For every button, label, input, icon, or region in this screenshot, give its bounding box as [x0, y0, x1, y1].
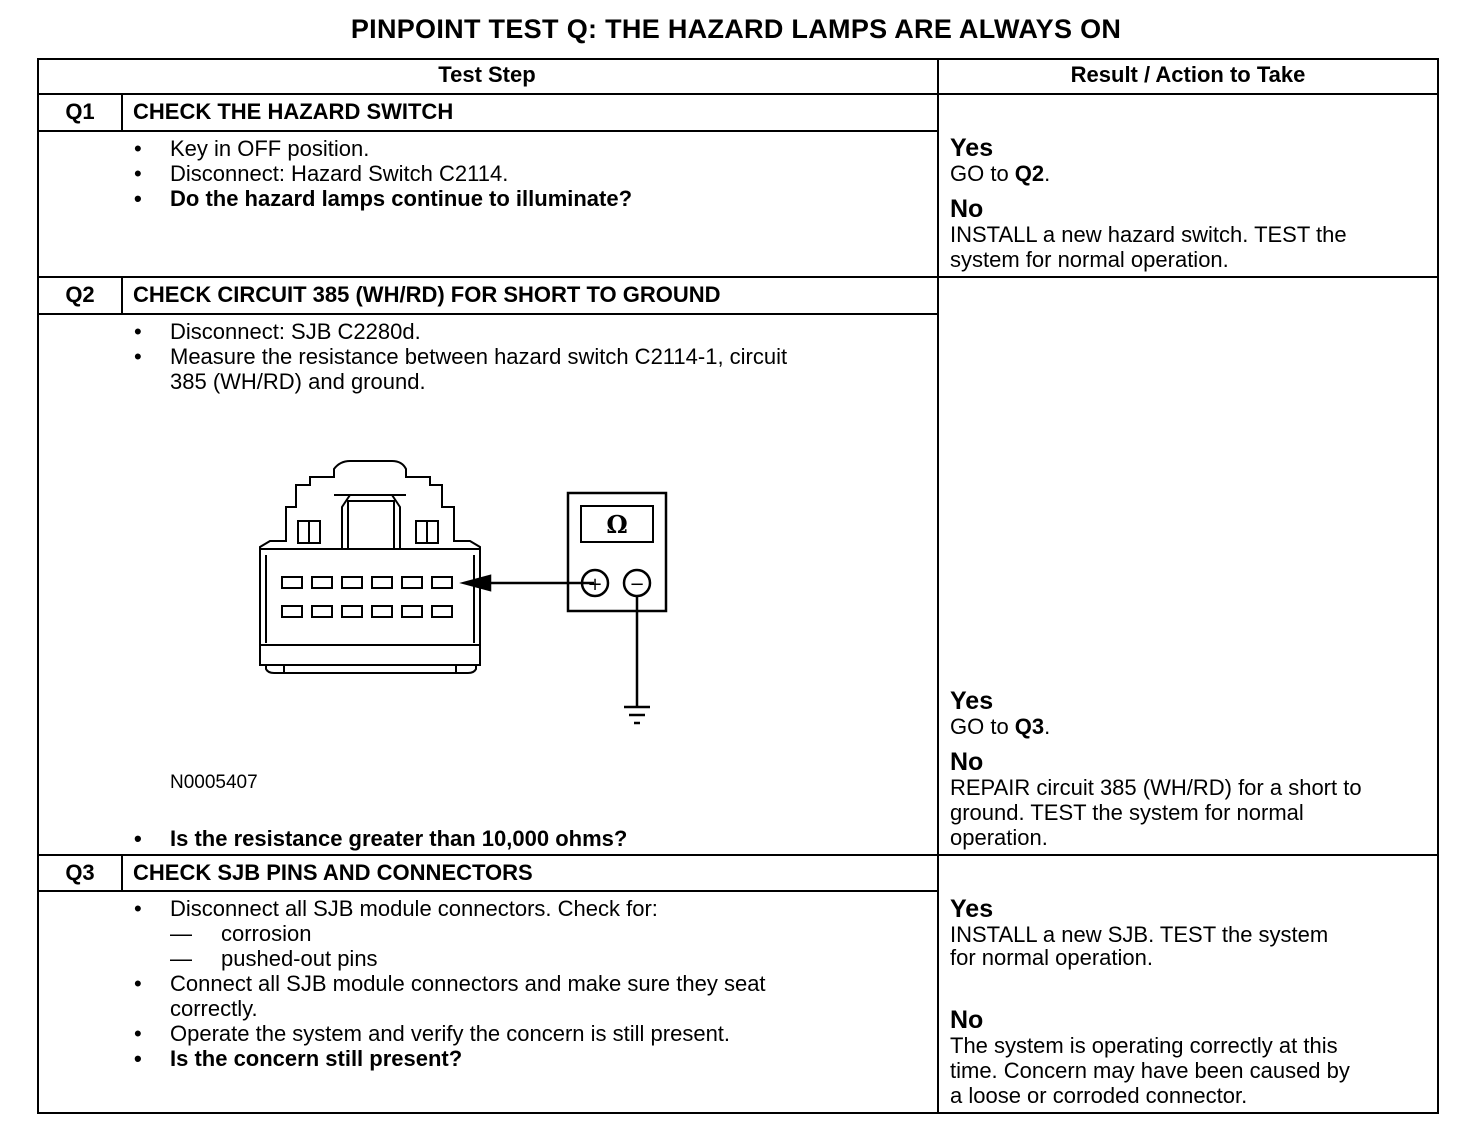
- q1-step-2: Disconnect: Hazard Switch C2114.: [170, 161, 509, 186]
- q3-id: Q3: [65, 860, 95, 885]
- q3-bullet-1: •: [134, 896, 142, 921]
- q1-yes-ref: Q2: [1014, 161, 1045, 186]
- connector-diagram: [250, 455, 690, 735]
- connector-body: [260, 461, 480, 665]
- table-border-right: [1437, 58, 1439, 1114]
- q2-no-label: No: [950, 748, 984, 776]
- q2-id-divider: [121, 276, 123, 315]
- figure-id: N0005407: [170, 772, 258, 793]
- q2-yes-pre: GO to: [950, 714, 1015, 739]
- q1-yes-label: Yes: [950, 134, 994, 162]
- q3-dash-1: —: [170, 921, 192, 946]
- header-test-step: Test Step: [438, 62, 536, 87]
- q2-yes-text: [950, 714, 1050, 739]
- q2-bullet-3: •: [134, 826, 142, 851]
- probe-lead: [464, 576, 594, 590]
- q3-sub-1: corrosion: [221, 921, 312, 946]
- q2-end-rule: [37, 854, 1439, 856]
- q2-no-line-2: ground. TEST the system for normal: [950, 800, 1304, 825]
- q1-heading-rule: [37, 130, 939, 132]
- q1-yes-pre: GO to: [950, 161, 1015, 186]
- q2-heading: CHECK CIRCUIT 385 (WH/RD) FOR SHORT TO GROUND: [133, 282, 721, 307]
- ohm-symbol: Ω: [606, 510, 628, 539]
- q1-no-line-2: system for normal operation.: [950, 247, 1229, 272]
- header-rule: [37, 93, 1439, 95]
- q1-end-rule: [37, 276, 1439, 278]
- q3-step-1: Disconnect all SJB module connectors. Check for:: [170, 896, 658, 921]
- q2-yes-post: .: [1044, 714, 1051, 739]
- q1-bullet-3: •: [134, 186, 142, 211]
- q3-id-divider: [121, 854, 123, 892]
- q3-step-2-cont: correctly.: [170, 996, 258, 1021]
- q2-question: Is the resistance greater than 10,000 ohms?: [170, 826, 628, 851]
- q3-yes-line-2: for normal operation.: [950, 945, 1153, 970]
- q2-no-line-1: REPAIR circuit 385 (WH/RD) for a short to: [950, 775, 1362, 800]
- q1-yes-post: .: [1044, 161, 1051, 186]
- q2-heading-rule: [37, 313, 939, 315]
- q1-no-line-1: INSTALL a new hazard switch. TEST the: [950, 222, 1347, 247]
- title-part2: Q: THE HAZARD LAMPS ARE ALWAYS ON: [566, 14, 1122, 44]
- column-divider: [937, 58, 939, 1114]
- q3-dash-2: —: [170, 946, 192, 971]
- title-part1: PINPOINT TEST: [350, 14, 559, 44]
- table-border-bottom: [37, 1112, 1439, 1114]
- q1-step-3: Do the hazard lamps continue to illuminate?: [170, 186, 633, 211]
- q3-bullet-4: •: [134, 1046, 142, 1071]
- q3-no-line-2: time. Concern may have been caused by: [950, 1058, 1350, 1083]
- q3-yes-label: Yes: [950, 895, 994, 923]
- header-result: Result / Action to Take: [1070, 62, 1306, 87]
- q3-yes-line-1: INSTALL a new SJB. TEST the system: [950, 922, 1329, 947]
- q2-bullet-1: •: [134, 319, 142, 344]
- q2-id: Q2: [65, 282, 95, 307]
- pin-rows: [282, 577, 452, 617]
- q2-yes-label: Yes: [950, 687, 994, 715]
- q2-bullet-2: •: [134, 344, 142, 369]
- q1-yes-text: [950, 161, 1050, 186]
- q1-no-label: No: [950, 195, 984, 223]
- q1-step-1: Key in OFF position.: [170, 136, 370, 161]
- q3-step-3: Operate the system and verify the concern is still present.: [170, 1021, 731, 1046]
- q3-no-line-1: The system is operating correctly at this: [950, 1033, 1338, 1058]
- q3-heading: CHECK SJB PINS AND CONNECTORS: [133, 860, 533, 885]
- q3-step-4: Is the concern still present?: [170, 1046, 463, 1071]
- plus-terminal: +: [587, 574, 603, 595]
- q1-bullet-2: •: [134, 161, 142, 186]
- q2-step-2-cont: 385 (WH/RD) and ground.: [170, 369, 426, 394]
- q2-step-1: Disconnect: SJB C2280d.: [170, 319, 421, 344]
- q3-heading-rule: [37, 890, 939, 892]
- q3-bullet-3: •: [134, 1021, 142, 1046]
- table-border-left: [37, 58, 39, 1114]
- table-border-top: [37, 58, 1439, 60]
- q2-yes-ref: Q3: [1014, 714, 1045, 739]
- page-title: [0, 14, 1472, 45]
- q3-step-2: Connect all SJB module connectors and make sure they seat: [170, 971, 766, 996]
- q1-bullet-1: •: [134, 136, 142, 161]
- q1-id-divider: [121, 93, 123, 132]
- q2-step-2: Measure the resistance between hazard switch C2114-1, circuit: [170, 344, 788, 369]
- q3-no-line-3: a loose or corroded connector.: [950, 1083, 1248, 1108]
- q3-bullet-2: •: [134, 971, 142, 996]
- q3-no-label: No: [950, 1006, 984, 1034]
- minus-terminal: −: [629, 574, 645, 595]
- q2-no-line-3: operation.: [950, 825, 1048, 850]
- q3-sub-2: pushed-out pins: [221, 946, 378, 971]
- q1-id: Q1: [65, 99, 95, 124]
- q1-heading: CHECK THE HAZARD SWITCH: [133, 99, 454, 124]
